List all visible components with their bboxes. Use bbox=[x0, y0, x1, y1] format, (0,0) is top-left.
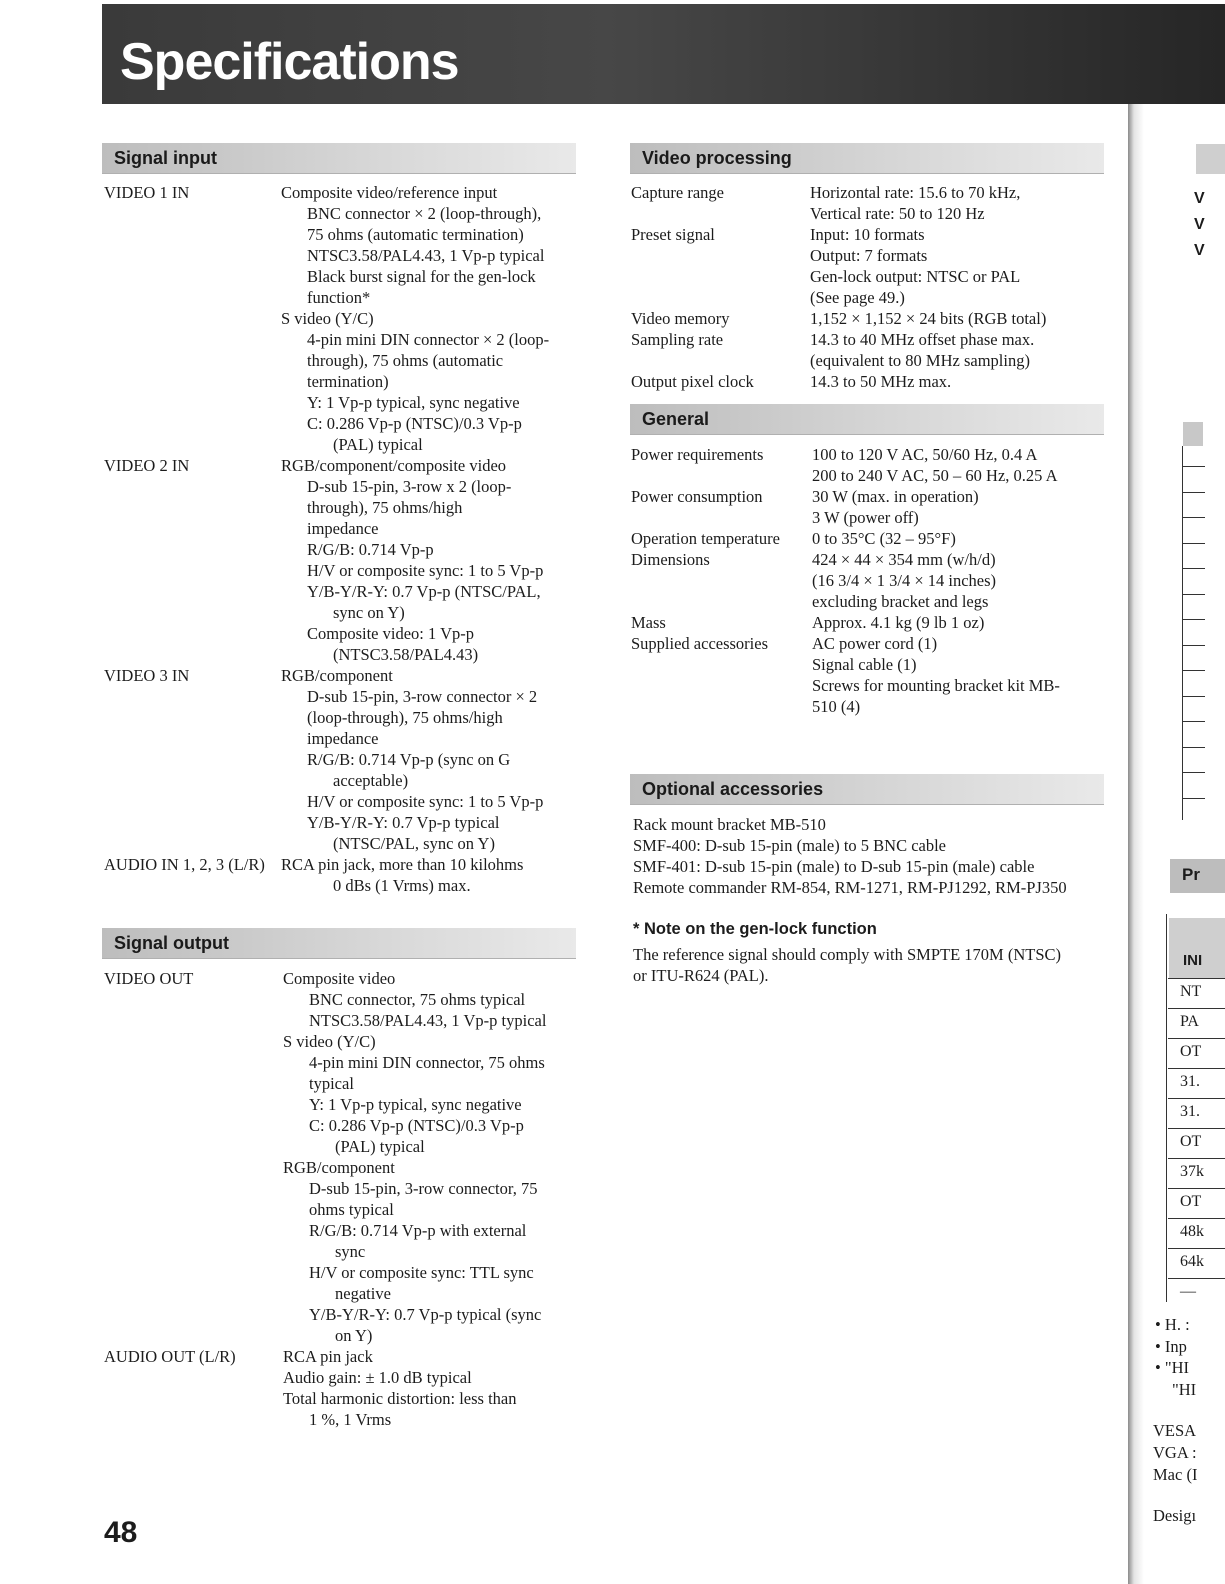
spec-row bbox=[104, 1157, 604, 1178]
adjacent-table-rule bbox=[1182, 446, 1183, 820]
spec-row bbox=[104, 1409, 604, 1430]
adjacent-table-cell-text: OT bbox=[1180, 1043, 1202, 1060]
spec-value: (See page 49.) bbox=[810, 288, 905, 307]
spec-value: BNC connector, 75 ohms typical bbox=[309, 990, 526, 1009]
spec-value: impedance bbox=[307, 519, 379, 538]
spec-value: H/V or composite sync: TTL sync bbox=[309, 1263, 534, 1282]
adjacent-table-line bbox=[1183, 619, 1205, 620]
spec-row bbox=[104, 1304, 604, 1325]
spec-row bbox=[104, 602, 604, 623]
spec-row bbox=[104, 1346, 604, 1367]
spec-value: RGB/component bbox=[283, 1158, 395, 1177]
spec-label: Preset signal bbox=[631, 225, 715, 244]
spec-row bbox=[104, 770, 604, 791]
spec-value: D-sub 15-pin, 3-row connector, 75 bbox=[309, 1179, 538, 1198]
spec-value: NTSC3.58/PAL4.43, 1 Vp-p typical bbox=[309, 1011, 547, 1030]
spec-value: Black burst signal for the gen-lock bbox=[307, 267, 536, 286]
adjacent-table-line bbox=[1183, 696, 1205, 697]
adjacent-table-line bbox=[1183, 492, 1205, 493]
spec-row bbox=[104, 434, 604, 455]
spec-row bbox=[104, 1094, 604, 1115]
spec-value: 424 × 44 × 354 mm (w/h/d) bbox=[812, 550, 996, 569]
adjacent-bullet: "HI bbox=[1172, 1380, 1197, 1399]
adjacent-table-cell bbox=[1168, 1128, 1225, 1158]
spec-row bbox=[104, 413, 604, 434]
adjacent-table-cell bbox=[1168, 1068, 1225, 1098]
spec-row bbox=[104, 1367, 604, 1388]
spec-value: through), 75 ohms (automatic bbox=[307, 351, 504, 370]
accessory-item: SMF-400: D-sub 15-pin (male) to 5 BNC cable bbox=[633, 836, 947, 855]
signal-input-heading-text: Signal input bbox=[114, 148, 217, 168]
note-heading: * Note on the gen-lock function bbox=[633, 920, 877, 938]
spec-row bbox=[104, 308, 604, 329]
signal-output-list bbox=[104, 968, 604, 1430]
spec-value: NTSC3.58/PAL4.43, 1 Vp-p typical bbox=[307, 246, 545, 265]
spec-value: Y/B-Y/R-Y: 0.7 Vp-p typical bbox=[307, 813, 500, 832]
general-heading-text: General bbox=[642, 409, 710, 429]
spec-row bbox=[104, 1010, 604, 1031]
spec-value: 4-pin mini DIN connector × 2 (loop- bbox=[307, 330, 550, 349]
spec-value: 0 dBs (1 Vrms) max. bbox=[333, 876, 471, 895]
spec-value: 4-pin mini DIN connector, 75 ohms bbox=[309, 1053, 545, 1072]
spec-row bbox=[631, 371, 1121, 392]
spec-row bbox=[104, 329, 604, 350]
spec-value: Signal cable (1) bbox=[812, 655, 917, 674]
adjacent-table-line bbox=[1183, 772, 1205, 773]
spec-row bbox=[104, 350, 604, 371]
spec-row bbox=[631, 633, 1121, 654]
spec-value: sync bbox=[335, 1242, 366, 1261]
spec-value: on Y) bbox=[335, 1326, 373, 1345]
spec-value: (PAL) typical bbox=[333, 435, 423, 454]
spec-row bbox=[104, 287, 604, 308]
signal-input-list bbox=[104, 182, 604, 896]
adjacent-table-line bbox=[1183, 747, 1205, 748]
spec-row bbox=[631, 612, 1121, 633]
spec-row bbox=[631, 549, 1121, 570]
spec-row bbox=[104, 707, 604, 728]
spec-row bbox=[104, 1031, 604, 1052]
adjacent-letter: V bbox=[1194, 242, 1205, 259]
spec-value: through), 75 ohms/high bbox=[307, 498, 463, 517]
adjacent-letter: V bbox=[1194, 190, 1205, 207]
spec-row bbox=[104, 224, 604, 245]
spec-value: 0 to 35°C (32 – 95°F) bbox=[812, 529, 956, 548]
spec-row bbox=[104, 371, 604, 392]
spec-value: function* bbox=[307, 288, 371, 307]
spec-value: ohms typical bbox=[309, 1200, 394, 1219]
adjacent-table-marker bbox=[1183, 422, 1203, 446]
spec-row bbox=[631, 570, 1121, 591]
spec-value: C: 0.286 Vp-p (NTSC)/0.3 Vp-p bbox=[309, 1116, 524, 1135]
adjacent-table-line bbox=[1183, 670, 1205, 671]
accessory-item: Remote commander RM-854, RM-1271, RM-PJ1292, RM-PJ350 bbox=[633, 878, 1067, 897]
spec-value: Input: 10 formats bbox=[810, 225, 925, 244]
spec-value: S video (Y/C) bbox=[283, 1032, 376, 1051]
spec-row bbox=[104, 1178, 604, 1199]
spec-value: D-sub 15-pin, 3-row x 2 (loop- bbox=[307, 477, 512, 496]
spec-value: (NTSC/PAL, sync on Y) bbox=[333, 834, 495, 853]
spec-value: R/G/B: 0.714 Vp-p with external bbox=[309, 1221, 527, 1240]
spec-row bbox=[104, 989, 604, 1010]
spec-value: H/V or composite sync: 1 to 5 Vp-p bbox=[307, 561, 544, 580]
spec-value: Audio gain: ± 1.0 dB typical bbox=[283, 1368, 472, 1387]
video-processing-list bbox=[631, 182, 1121, 392]
spec-row bbox=[631, 224, 1121, 245]
spec-row bbox=[104, 581, 604, 602]
spec-row bbox=[631, 675, 1121, 696]
adjacent-table-cell-text: OT bbox=[1180, 1193, 1202, 1210]
spec-row bbox=[104, 1052, 604, 1073]
spec-label: Output pixel clock bbox=[631, 372, 754, 391]
spec-row bbox=[104, 1220, 604, 1241]
adjacent-table-cell-text: OT bbox=[1180, 1133, 1202, 1150]
spec-value: Composite video: 1 Vp-p bbox=[307, 624, 474, 643]
spec-value: Total harmonic distortion: less than bbox=[283, 1389, 517, 1408]
spec-label: AUDIO IN 1, 2, 3 (L/R) bbox=[104, 855, 265, 874]
spec-row bbox=[104, 266, 604, 287]
spec-label: Capture range bbox=[631, 183, 724, 202]
spec-value: Y/B-Y/R-Y: 0.7 Vp-p typical (sync bbox=[309, 1305, 542, 1324]
spec-row bbox=[104, 392, 604, 413]
adjacent-table-cell-text: 31. bbox=[1180, 1103, 1200, 1120]
spec-row bbox=[631, 528, 1121, 549]
spec-label: VIDEO 1 IN bbox=[104, 183, 190, 202]
adjacent-table-cell bbox=[1168, 1038, 1225, 1068]
adjacent-line: Mac (I bbox=[1153, 1465, 1198, 1484]
adjacent-table-cell-text: PA bbox=[1180, 1013, 1199, 1030]
spec-value: 100 to 120 V AC, 50/60 Hz, 0.4 A bbox=[812, 445, 1038, 464]
general-heading bbox=[630, 404, 1104, 435]
accessory-item: Rack mount bracket MB-510 bbox=[633, 815, 826, 834]
adjacent-table-line bbox=[1183, 721, 1205, 722]
spec-row bbox=[104, 455, 604, 476]
spec-row bbox=[104, 1325, 604, 1346]
video-processing-heading-text: Video processing bbox=[642, 148, 792, 168]
spec-value: Composite video/reference input bbox=[281, 183, 498, 202]
spec-row bbox=[104, 1073, 604, 1094]
spec-value: Approx. 4.1 kg (9 lb 1 oz) bbox=[812, 613, 985, 632]
spec-label: AUDIO OUT (L/R) bbox=[104, 1347, 236, 1366]
spec-value: Y/B-Y/R-Y: 0.7 Vp-p (NTSC/PAL, bbox=[307, 582, 541, 601]
spec-value: R/G/B: 0.714 Vp-p (sync on G bbox=[307, 750, 511, 769]
adjacent-letter: V bbox=[1194, 216, 1205, 233]
adjacent-table-cell-text: 37k bbox=[1180, 1163, 1204, 1180]
adjacent-table-line bbox=[1183, 798, 1205, 799]
spec-value: Vertical rate: 50 to 120 Hz bbox=[810, 204, 985, 223]
spec-value: 30 W (max. in operation) bbox=[812, 487, 979, 506]
spec-row bbox=[104, 644, 604, 665]
adjacent-table-line bbox=[1183, 466, 1205, 467]
spec-value: H/V or composite sync: 1 to 5 Vp-p bbox=[307, 792, 544, 811]
spec-row bbox=[104, 245, 604, 266]
adjacent-bullet: • "HI bbox=[1155, 1358, 1190, 1377]
adjacent-heading-fragment bbox=[1196, 144, 1225, 174]
adjacent-section-heading-text: Pr bbox=[1182, 865, 1200, 884]
spec-row bbox=[631, 507, 1121, 528]
adjacent-table-cell bbox=[1168, 1248, 1225, 1278]
page-title: Specifications bbox=[120, 33, 459, 91]
title-bar bbox=[102, 4, 1225, 104]
adjacent-table-cell-text: 64k bbox=[1180, 1253, 1204, 1270]
spec-value: 14.3 to 50 MHz max. bbox=[810, 372, 952, 391]
optional-accessories-heading-text: Optional accessories bbox=[642, 779, 824, 799]
spec-row bbox=[104, 812, 604, 833]
spec-row bbox=[104, 833, 604, 854]
spec-row bbox=[104, 1283, 604, 1304]
signal-output-heading bbox=[102, 928, 576, 959]
spec-row bbox=[631, 486, 1121, 507]
adjacent-table-line bbox=[1183, 517, 1205, 518]
spec-row bbox=[631, 444, 1121, 465]
spec-row bbox=[104, 476, 604, 497]
spec-value: 510 (4) bbox=[812, 697, 861, 716]
adjacent-table-cell bbox=[1168, 1218, 1225, 1248]
spec-row bbox=[104, 518, 604, 539]
spec-row bbox=[104, 1388, 604, 1409]
spec-value: R/G/B: 0.714 Vp-p bbox=[307, 540, 434, 559]
spec-row bbox=[631, 696, 1121, 717]
spec-value: (16 3/4 × 1 3/4 × 14 inches) bbox=[812, 571, 997, 590]
spec-label: Video memory bbox=[631, 309, 730, 328]
spec-label: Dimensions bbox=[631, 550, 710, 569]
spec-label: Power consumption bbox=[631, 487, 763, 506]
spec-row bbox=[104, 623, 604, 644]
adjacent-table-cell-text: NT bbox=[1180, 983, 1202, 1000]
spec-row bbox=[631, 266, 1121, 287]
spec-row bbox=[631, 591, 1121, 612]
video-processing-heading bbox=[630, 143, 1104, 174]
adjacent-table-cell-text: 48k bbox=[1180, 1223, 1204, 1240]
adjacent-table-line bbox=[1183, 645, 1205, 646]
spec-label: VIDEO 2 IN bbox=[104, 456, 190, 475]
spec-value: negative bbox=[335, 1284, 391, 1303]
spec-value: 1,152 × 1,152 × 24 bits (RGB total) bbox=[810, 309, 1047, 328]
spec-value: sync on Y) bbox=[333, 603, 405, 622]
spec-value: impedance bbox=[307, 729, 379, 748]
spec-value: 1 %, 1 Vrms bbox=[309, 1410, 392, 1429]
spec-value: Y: 1 Vp-p typical, sync negative bbox=[307, 393, 520, 412]
spec-value: Screws for mounting bracket kit MB- bbox=[812, 676, 1060, 695]
adjacent-section-heading bbox=[1170, 859, 1225, 893]
spec-value: Composite video bbox=[283, 969, 396, 988]
spec-label: Power requirements bbox=[631, 445, 764, 464]
spec-row bbox=[104, 1199, 604, 1220]
general-list bbox=[631, 444, 1121, 717]
spec-value: Horizontal rate: 15.6 to 70 kHz, bbox=[810, 183, 1021, 202]
spec-row bbox=[104, 1241, 604, 1262]
spec-label: Operation temperature bbox=[631, 529, 780, 548]
spec-value: excluding bracket and legs bbox=[812, 592, 989, 611]
spec-value: RCA pin jack, more than 10 kilohms bbox=[281, 855, 524, 874]
spec-value: typical bbox=[309, 1074, 354, 1093]
adjacent-line: VESA bbox=[1153, 1421, 1197, 1440]
adjacent-table-line bbox=[1183, 594, 1205, 595]
note-line: The reference signal should comply with SMPTE 170M (NTSC) bbox=[633, 945, 1062, 964]
spec-row bbox=[631, 203, 1121, 224]
spec-row bbox=[631, 287, 1121, 308]
spec-row bbox=[104, 665, 604, 686]
adjacent-table-cell bbox=[1168, 1278, 1225, 1308]
spec-label: VIDEO OUT bbox=[104, 969, 194, 988]
spec-value: C: 0.286 Vp-p (NTSC)/0.3 Vp-p bbox=[307, 414, 522, 433]
spec-row bbox=[104, 749, 604, 770]
spec-row bbox=[631, 245, 1121, 266]
spec-row bbox=[104, 539, 604, 560]
spec-value: AC power cord (1) bbox=[812, 634, 938, 653]
spec-row bbox=[104, 968, 604, 989]
note-text bbox=[633, 944, 1123, 986]
spec-row bbox=[104, 1115, 604, 1136]
spec-row bbox=[104, 1136, 604, 1157]
adjacent-table-cell bbox=[1168, 978, 1225, 1008]
spec-value: Output: 7 formats bbox=[810, 246, 928, 265]
spec-value: (NTSC3.58/PAL4.43) bbox=[333, 645, 479, 664]
spec-row bbox=[631, 308, 1121, 329]
spec-value: Gen-lock output: NTSC or PAL bbox=[810, 267, 1021, 286]
optional-accessories-list bbox=[633, 814, 1123, 898]
adjacent-bullet: • H. : bbox=[1155, 1315, 1190, 1334]
spec-value: RGB/component/composite video bbox=[281, 456, 507, 475]
spec-row bbox=[631, 182, 1121, 203]
signal-output-heading-text: Signal output bbox=[114, 933, 229, 953]
spec-row bbox=[104, 182, 604, 203]
adjacent-table-line bbox=[1183, 543, 1205, 544]
adjacent-table-cell-text: — bbox=[1180, 1283, 1196, 1300]
spec-value: BNC connector × 2 (loop-through), bbox=[307, 204, 542, 223]
spec-row bbox=[631, 329, 1121, 350]
spec-value: (equivalent to 80 MHz sampling) bbox=[810, 351, 1030, 370]
spec-row bbox=[104, 728, 604, 749]
signal-input-heading bbox=[102, 143, 576, 174]
adjacent-table-header-text: INI bbox=[1183, 952, 1203, 969]
spec-row bbox=[104, 686, 604, 707]
optional-accessories-heading bbox=[630, 774, 1104, 805]
spec-value: Y: 1 Vp-p typical, sync negative bbox=[309, 1095, 522, 1114]
adjacent-bullet: • Inp bbox=[1155, 1337, 1187, 1356]
accessory-item: SMF-401: D-sub 15-pin (male) to D-sub 15-pin (male) cable bbox=[633, 857, 1035, 876]
spec-value: D-sub 15-pin, 3-row connector × 2 bbox=[307, 687, 538, 706]
spec-row bbox=[631, 465, 1121, 486]
spec-label: VIDEO 3 IN bbox=[104, 666, 190, 685]
spec-value: 75 ohms (automatic termination) bbox=[307, 225, 524, 244]
adjacent-table-cell-text: 31. bbox=[1180, 1073, 1200, 1090]
adjacent-footer: Desigı bbox=[1153, 1506, 1197, 1525]
adjacent-table-cell bbox=[1168, 1008, 1225, 1038]
note-line: or ITU-R624 (PAL). bbox=[633, 966, 769, 985]
adjacent-table-cell bbox=[1168, 1158, 1225, 1188]
spec-value: 3 W (power off) bbox=[812, 508, 919, 527]
page-number: 48 bbox=[104, 1516, 138, 1549]
spec-row bbox=[104, 791, 604, 812]
spec-value: 14.3 to 40 MHz offset phase max. bbox=[810, 330, 1035, 349]
adjacent-line: VGA : bbox=[1153, 1443, 1197, 1462]
spec-value: RCA pin jack bbox=[283, 1347, 373, 1366]
spec-value: 200 to 240 V AC, 50 – 60 Hz, 0.25 A bbox=[812, 466, 1058, 485]
spec-row bbox=[631, 350, 1121, 371]
spec-row bbox=[104, 875, 604, 896]
spec-value: (PAL) typical bbox=[335, 1137, 425, 1156]
spec-label: Sampling rate bbox=[631, 330, 724, 349]
adjacent-table-cell bbox=[1168, 1188, 1225, 1218]
spec-value: S video (Y/C) bbox=[281, 309, 374, 328]
spec-row bbox=[631, 654, 1121, 675]
spec-value: termination) bbox=[307, 372, 389, 391]
adjacent-table-line bbox=[1183, 568, 1205, 569]
spec-row bbox=[104, 1262, 604, 1283]
spec-label: Mass bbox=[631, 613, 666, 632]
spec-row bbox=[104, 203, 604, 224]
adjacent-table-header bbox=[1169, 918, 1225, 978]
spec-label: Supplied accessories bbox=[631, 634, 769, 653]
spec-row bbox=[104, 854, 604, 875]
adjacent-table-cell bbox=[1168, 1098, 1225, 1128]
spec-value: (loop-through), 75 ohms/high bbox=[307, 708, 503, 727]
spec-row bbox=[104, 560, 604, 581]
spec-row bbox=[104, 497, 604, 518]
spec-value: acceptable) bbox=[333, 771, 409, 790]
spec-value: RGB/component bbox=[281, 666, 393, 685]
